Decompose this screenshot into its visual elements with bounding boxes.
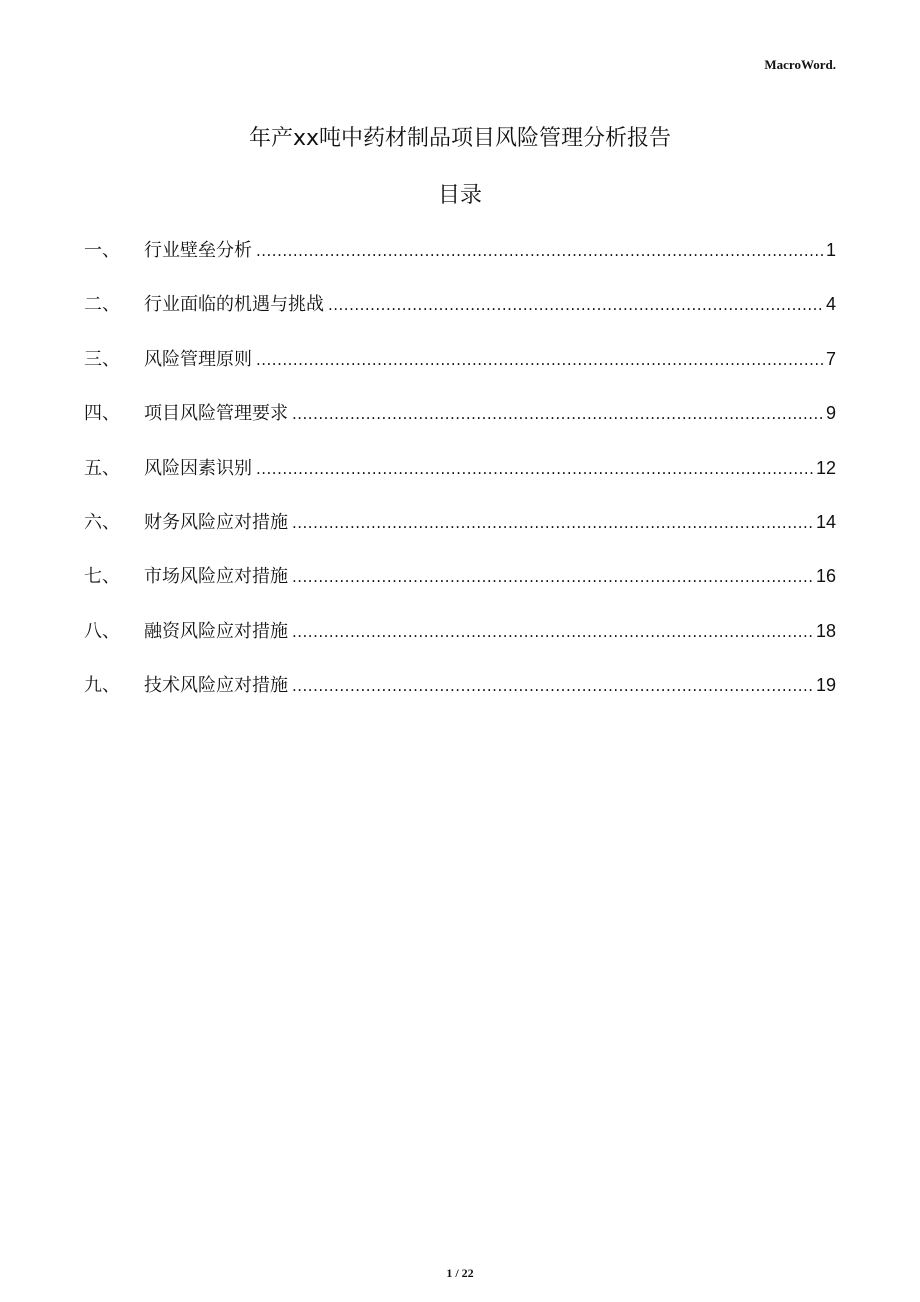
toc-dot-leader [292, 405, 824, 423]
toc-entry-title: 行业面临的机遇与挑战 [144, 294, 324, 316]
toc-entry-number: 三、 [84, 348, 120, 370]
toc-entry[interactable] [84, 508, 836, 562]
toc-entry-page: 16 [815, 566, 836, 587]
toc-entry-page: 14 [815, 511, 836, 532]
toc-entry[interactable] [84, 345, 836, 399]
toc-entry[interactable] [84, 671, 836, 725]
toc-entry[interactable] [84, 454, 836, 508]
toc-entry-title: 市场风险应对措施 [144, 566, 288, 588]
header-brand: MacroWord. [764, 57, 836, 72]
toc-entry[interactable] [84, 290, 836, 344]
toc-entry-page: 9 [825, 403, 836, 424]
toc-dot-leader [292, 568, 814, 586]
toc-dot-leader [292, 623, 814, 641]
toc-entry-page: 4 [825, 294, 836, 315]
toc-dot-leader [292, 677, 814, 695]
toc-entry-page: 7 [825, 348, 836, 369]
toc-entry-title: 项目风险管理要求 [144, 403, 288, 425]
toc-heading: 目录 [437, 183, 482, 208]
toc-entry-title: 风险管理原则 [144, 348, 252, 370]
toc-entry-number: 九、 [84, 675, 120, 697]
toc-entry[interactable] [84, 236, 836, 290]
toc-entry-title: 融资风险应对措施 [144, 620, 288, 642]
toc-entry-page: 12 [815, 457, 836, 478]
toc-entry-page: 19 [815, 675, 836, 696]
page-indicator: 1 / 22 [446, 1266, 474, 1280]
document-title: 年产xx吨中药材制品项目风险管理分析报告 [248, 126, 672, 151]
table-of-contents [84, 236, 836, 726]
toc-dot-leader [256, 351, 824, 369]
toc-entry-number: 二、 [84, 294, 120, 316]
toc-entry-number: 八、 [84, 620, 120, 642]
toc-dot-leader [256, 242, 824, 260]
toc-entry[interactable] [84, 617, 836, 671]
toc-entry-number: 七、 [84, 566, 120, 588]
toc-dot-leader [256, 460, 814, 478]
toc-entry-title: 技术风险应对措施 [144, 675, 288, 697]
toc-entry-number: 一、 [84, 240, 120, 261]
toc-entry-number: 六、 [84, 511, 120, 533]
toc-dot-leader [292, 514, 814, 532]
toc-entry-title: 风险因素识别 [144, 457, 252, 479]
toc-entry[interactable] [84, 399, 836, 453]
toc-dot-leader [328, 296, 824, 314]
toc-entry[interactable] [84, 562, 836, 616]
toc-entry-title: 行业壁垒分析 [144, 240, 252, 261]
toc-entry-number: 四、 [84, 403, 120, 425]
toc-entry-page: 18 [815, 620, 836, 641]
toc-entry-title: 财务风险应对措施 [144, 511, 288, 533]
toc-entry-number: 五、 [84, 457, 120, 479]
toc-entry-page: 1 [825, 240, 836, 260]
